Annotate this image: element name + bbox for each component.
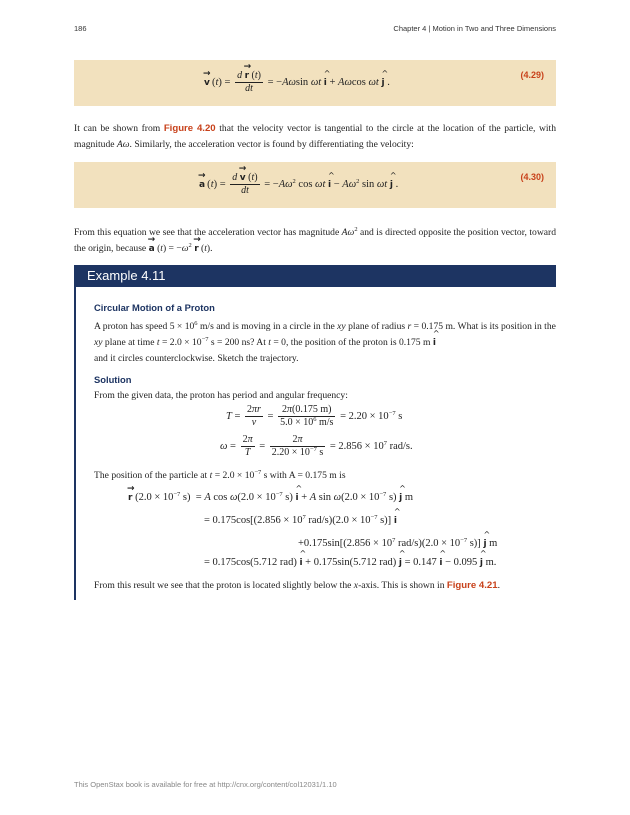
equation-4-30: → a (t) = $\frac{d \to v (t)}{dt}$ = $-A\omega^2$ cos ωt ^ $i - A\omega^2$ sin ωt ^ j . — [199, 172, 398, 197]
period-equation: T = $\frac{2\pi r}{v}$ = $\frac{2\pi(0.175 m)}{5.0 \times 10^6 m/s}$ = $2.20 \times 10^{-7}$ s — [226, 404, 403, 428]
position-equation-line-3: $+0.175\sin[(2.856 \times 10^7$ $rad/s)(2.0 \times 10^{-7}$ s)] ^ j m — [298, 538, 497, 549]
position-equation-line-2: = $0.175\cos[(2.856 \times 10^7$ $rad/s)(2.0 \times 10^{-7}$ s)] ^ i — [204, 515, 397, 526]
equation-number: (4.30) — [520, 172, 544, 182]
equation-box-4-29 — [74, 60, 556, 106]
example-title: Circular Motion of a Proton — [94, 302, 215, 313]
figure-link[interactable]: Figure 4.20 — [163, 123, 216, 134]
solution-intro: From the given data, the proton has period and angular frequency: — [94, 390, 348, 401]
paragraph-acceleration: From this equation we see that the acceleration vector has magnitude $A\omega^2$ and is directed opposite the position vector, toward the origin, because → a $(t) = -\omega^2 \to r$ (t). — [74, 225, 556, 257]
paragraph-velocity: It can be shown from Figure 4.20 that the velocity vector is tangential to the circle at the location of the particle, with magnitude Aω. Similarly, the acceleration vector is found by differentiating the velocity: — [74, 123, 557, 150]
equation-4-29: → v (t) = $\frac{d \to r (t)}{dt}$ = −Aωsin ωt ^ i + Aωcos ωt ^ j . — [204, 70, 390, 95]
chapter-title: Chapter 4 | Motion in Two and Three Dimensions — [393, 24, 556, 33]
position-intro: The position of the particle at $t = 2.0 \times 10^{-7}$ s with A = 0.175 m is — [94, 469, 346, 481]
page-number: 186 — [74, 24, 87, 33]
example-problem: A proton has speed $5 \times 10^6$ m/s and is moving in a circle in the xy plane of radius r = 0.175 m. What is its position in the xy plane at time $t = 2.0 \times 10^{-7}$ s = 200 ns? At t = 0, the position of the proton is 0.175 m ^ i and it circles counterclockwise. Sketch the trajectory. — [94, 319, 556, 367]
figure-link[interactable]: Figure 4.21 — [446, 580, 498, 591]
position-equation-line-4: = 0.175cos(5.712 rad) ^ i + 0.175sin(5.712 rad) ^ j = 0.147 ^ i − 0.095 ^ j m. — [204, 557, 496, 568]
example-banner: Example 4.11 — [74, 265, 556, 287]
example-side-rule — [74, 287, 76, 600]
angular-frequency-equation: ω = $\frac{2\pi}{T}$ = $\frac{2\pi}{2.20 \times 10^{-7} s}$ = $2.856 \times 10^7$ rad/s. — [220, 434, 413, 458]
position-equation-line-1: → r ($2.0 \times 10^{-7}$ s) = A $\cos \omega(2.0 \times 10^{-7}$ s) ^ i + A $\sin \omega(2.0 \times 10^{-7}$ s) ^ j m — [128, 492, 413, 503]
conclusion: From this result we see that the proton is located slightly below the x-axis. This is shown in Figure 4.21. — [94, 580, 500, 591]
equation-box-4-30 — [74, 162, 556, 208]
footer-text: This OpenStax book is available for free at http://cnx.org/content/col12031/1.10 — [74, 780, 337, 789]
equation-number: (4.29) — [520, 70, 544, 80]
solution-heading: Solution — [94, 374, 132, 385]
